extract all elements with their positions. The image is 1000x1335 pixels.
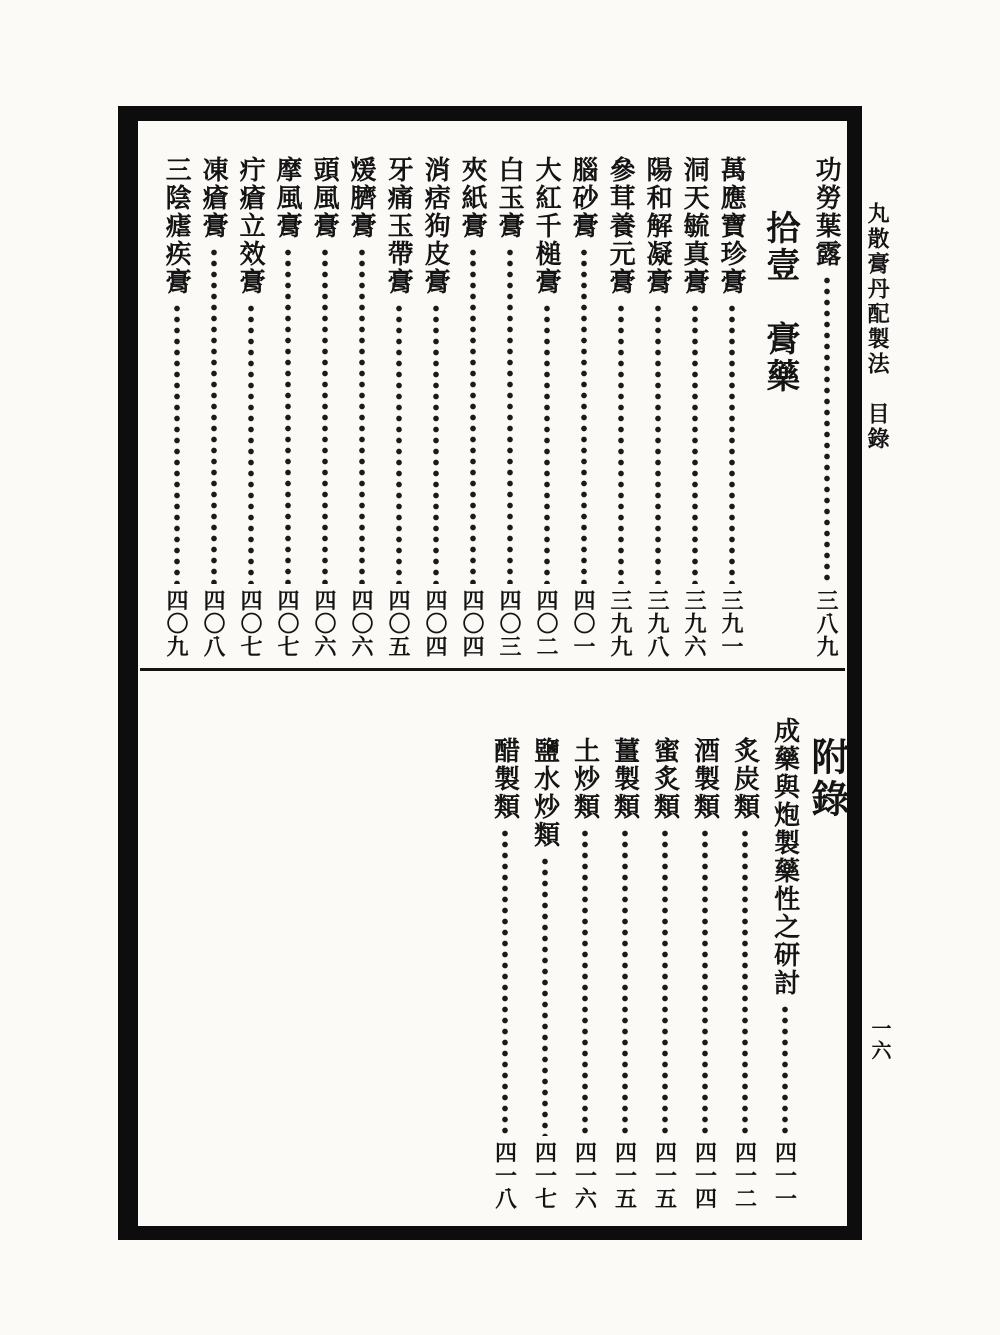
entry-page-number: 四一七 bbox=[532, 1141, 558, 1210]
toc-upper-section bbox=[140, 122, 845, 668]
entry-title: 凍瘡膏 bbox=[199, 156, 229, 240]
entry-title: 腦砂膏 bbox=[569, 156, 599, 240]
toc-entry bbox=[565, 673, 605, 1224]
entry-title: 參茸養元膏 bbox=[606, 156, 636, 296]
toc-entry bbox=[765, 673, 805, 1224]
entry-title: 消痞狗皮膏 bbox=[421, 156, 451, 296]
entry-title: 陽和解凝膏 bbox=[643, 156, 673, 296]
entry-page-number: 三八九 bbox=[814, 589, 840, 658]
dot-leader bbox=[284, 247, 292, 584]
toc-entry bbox=[725, 673, 765, 1224]
toc-entry bbox=[485, 673, 525, 1224]
dot-leader bbox=[469, 247, 477, 584]
entry-title: 土炒類 bbox=[570, 737, 600, 821]
entry-page-number: 四〇七 bbox=[238, 589, 264, 658]
entry-page-number: 四〇一 bbox=[571, 589, 597, 658]
section-header-label: 拾壹 膏藥 bbox=[760, 210, 798, 395]
margin-book-title: 丸散膏丹配製法 目錄 bbox=[865, 202, 891, 452]
toc-entry bbox=[306, 122, 343, 668]
entry-page-number: 四一六 bbox=[572, 1141, 598, 1210]
toc-entry bbox=[269, 122, 306, 668]
dot-leader bbox=[741, 828, 749, 1136]
entry-title: 三陰瘧疾膏 bbox=[162, 156, 192, 296]
entry-title: 摩風膏 bbox=[273, 156, 303, 240]
toc-entry bbox=[565, 122, 602, 668]
dot-leader bbox=[173, 303, 181, 584]
entry-page-number: 三九一 bbox=[719, 589, 745, 658]
entry-title: 頭風膏 bbox=[310, 156, 340, 240]
entry-page-number: 四〇四 bbox=[460, 589, 486, 658]
entry-page-number: 四〇二 bbox=[534, 589, 560, 658]
dot-leader bbox=[654, 303, 662, 584]
entry-title: 疔瘡立效膏 bbox=[236, 156, 266, 296]
toc-entry bbox=[417, 122, 454, 668]
margin-page-number: 一六 bbox=[868, 1018, 890, 1062]
entry-page-number: 三九八 bbox=[645, 589, 671, 658]
section-header-label: 附錄 bbox=[804, 737, 847, 821]
dot-leader bbox=[701, 828, 709, 1136]
entry-title: 蜜炙類 bbox=[650, 737, 680, 821]
dot-leader bbox=[210, 247, 218, 584]
dot-leader bbox=[617, 303, 625, 584]
dot-leader bbox=[321, 247, 329, 584]
entry-title: 成藥與炮製藥性之研討 bbox=[770, 717, 800, 997]
dot-leader bbox=[395, 303, 403, 584]
section-header-plasters bbox=[750, 122, 808, 668]
entry-title: 大紅千槌膏 bbox=[532, 156, 562, 296]
entry-page-number: 四一二 bbox=[732, 1141, 758, 1210]
dot-leader bbox=[432, 303, 440, 584]
dot-leader bbox=[691, 303, 699, 584]
entry-title: 洞天毓真膏 bbox=[680, 156, 710, 296]
entry-title: 萬應寶珍膏 bbox=[717, 156, 747, 296]
toc-entry bbox=[454, 122, 491, 668]
entry-page-number: 四一四 bbox=[692, 1141, 718, 1210]
entry-page-number: 四一五 bbox=[652, 1141, 678, 1210]
dot-leader bbox=[661, 828, 669, 1136]
entry-title: 醋製類 bbox=[490, 737, 520, 821]
toc-entry bbox=[685, 673, 725, 1224]
toc-entry bbox=[343, 122, 380, 668]
dot-leader bbox=[541, 856, 549, 1136]
toc-entry bbox=[232, 122, 269, 668]
dot-leader bbox=[543, 303, 551, 584]
entry-page-number: 四一五 bbox=[612, 1141, 638, 1210]
toc-entry bbox=[380, 122, 417, 668]
section-header-appendix bbox=[805, 673, 845, 1224]
toc-entry bbox=[525, 673, 565, 1224]
toc-entry bbox=[602, 122, 639, 668]
entry-title: 功勞葉露 bbox=[812, 156, 842, 268]
toc-entry bbox=[639, 122, 676, 668]
entry-page-number: 四〇六 bbox=[312, 589, 338, 658]
toc-entry bbox=[528, 122, 565, 668]
dot-leader bbox=[823, 275, 831, 584]
dot-leader bbox=[506, 247, 514, 584]
toc-entry bbox=[808, 122, 845, 668]
toc-entry bbox=[605, 673, 645, 1224]
entry-title: 牙痛玉帶膏 bbox=[384, 156, 414, 296]
entry-title: 夾紙膏 bbox=[458, 156, 488, 240]
dot-leader bbox=[728, 303, 736, 584]
entry-page-number: 三九六 bbox=[682, 589, 708, 658]
entry-title: 炙炭類 bbox=[730, 737, 760, 821]
section-divider-rule bbox=[140, 668, 845, 671]
dot-leader bbox=[501, 828, 509, 1136]
entry-page-number: 四〇八 bbox=[201, 589, 227, 658]
entry-page-number: 四〇五 bbox=[386, 589, 412, 658]
toc-entry bbox=[713, 122, 750, 668]
dot-leader bbox=[781, 1004, 789, 1136]
entry-page-number: 四〇四 bbox=[423, 589, 449, 658]
toc-lower-section bbox=[140, 673, 845, 1224]
entry-page-number: 四一一 bbox=[772, 1141, 798, 1210]
toc-entry bbox=[645, 673, 685, 1224]
entry-title: 鹽水炒類 bbox=[530, 737, 560, 849]
entry-page-number: 四〇三 bbox=[497, 589, 523, 658]
toc-entry bbox=[158, 122, 195, 668]
entry-page-number: 四〇七 bbox=[275, 589, 301, 658]
dot-leader bbox=[358, 247, 366, 584]
entry-page-number: 四一八 bbox=[492, 1141, 518, 1210]
dot-leader bbox=[621, 828, 629, 1136]
entry-page-number: 四〇六 bbox=[349, 589, 375, 658]
entry-title: 薑製類 bbox=[610, 737, 640, 821]
entry-title: 煖臍膏 bbox=[347, 156, 377, 240]
dot-leader bbox=[247, 303, 255, 584]
entry-title: 酒製類 bbox=[690, 737, 720, 821]
entry-page-number: 三九九 bbox=[608, 589, 634, 658]
toc-entry bbox=[491, 122, 528, 668]
dot-leader bbox=[581, 828, 589, 1136]
toc-entry bbox=[195, 122, 232, 668]
dot-leader bbox=[580, 247, 588, 584]
toc-entry bbox=[676, 122, 713, 668]
entry-title: 白玉膏 bbox=[495, 156, 525, 240]
entry-page-number: 四〇九 bbox=[164, 589, 190, 658]
